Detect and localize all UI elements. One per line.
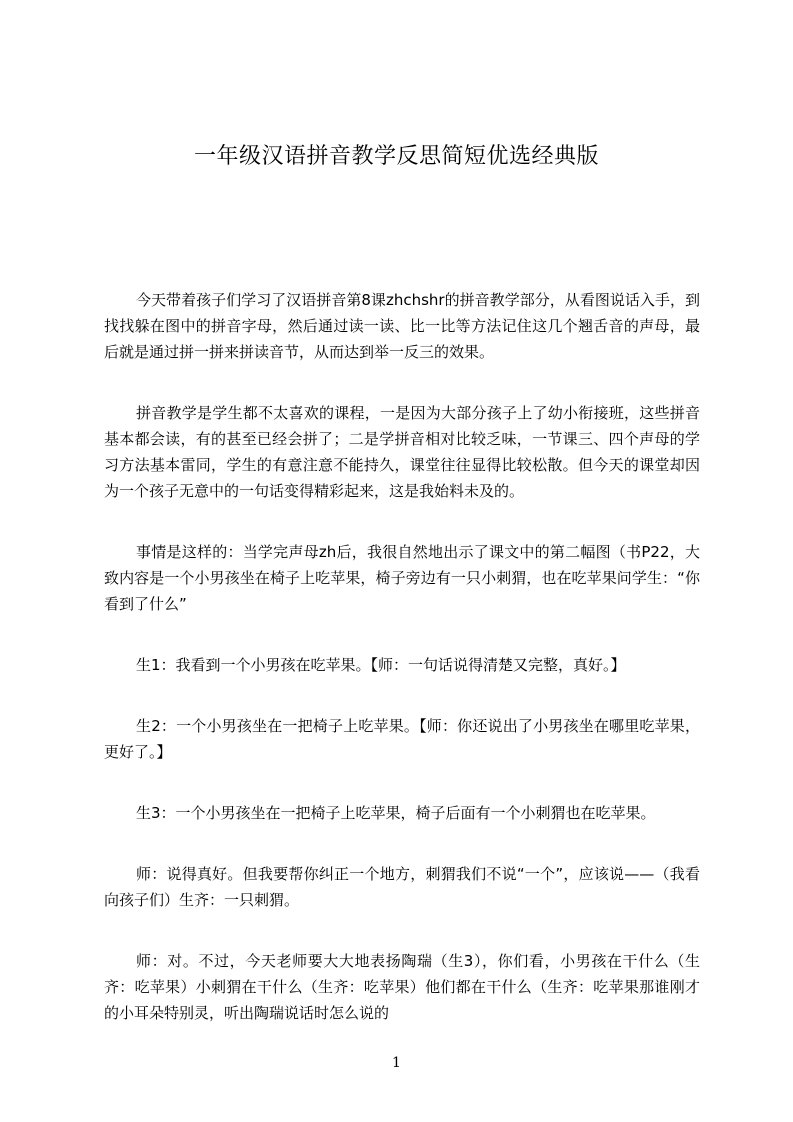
paragraph: 拼音教学是学生都不太喜欢的课程，一是因为大部分孩子上了幼小衔接班，这些拼音基本都会读，有的甚至已经会拼了；二是学拼音相对比较乏味，一节课三、四个声母的学习方法基本雷同，学生的有意注意不能持久，课堂往往显得比较松散。但今天的课堂却因为一个孩子无意中的一句话变得精彩起来，这是我始料未及的。 bbox=[104, 404, 700, 500]
document-body bbox=[104, 287, 700, 1061]
paragraph: 今天带着孩子们学习了汉语拼音第8课zhchshr的拼音教学部分，从看图说话入手，到找找躲在图中的拼音字母，然后通过读一读、比一比等方法记住这几个翘舌音的声母，最后就是通过拼一拼来拼读音节，从而达到举一反三的效果。 bbox=[104, 291, 700, 361]
paragraph: 师：说得真好。但我要帮你纠正一个地方，刺猬我们不说“一个”，应该说——（我看向孩子们）生齐：一只刺猬。 bbox=[104, 865, 700, 909]
paragraph: 师：对。不过，今天老师要大大地表扬陶瑞（生3），你们看，小男孩在干什么（生齐：吃苹果）小刺猬在干什么（生齐：吃苹果）他们都在干什么（生齐：吃苹果那谁刚才的小耳朵特别灵，听出陶瑞说话时怎么说的 bbox=[104, 952, 700, 1022]
paragraph: 生1：我看到一个小男孩在吃苹果。【师：一句话说得清楚又完整，真好。】 bbox=[136, 656, 626, 674]
paragraph: 生3：一个小男孩坐在一把椅子上吃苹果，椅子后面有一个小刺猬也在吃苹果。 bbox=[136, 804, 656, 822]
paragraph: 生2：一个小男孩坐在一把椅子上吃苹果。【师：你还说出了小男孩坐在哪里吃苹果，更好了。】 bbox=[104, 717, 700, 761]
document-title: 一年级汉语拼音教学反思简短优选经典版 bbox=[193, 144, 599, 169]
page-number: 1 bbox=[392, 1055, 401, 1071]
paragraph: 事情是这样的：当学完声母zh后，我很自然地出示了课文中的第二幅图（书P22，大致内容是一个小男孩坐在椅子上吃苹果，椅子旁边有一只小刺猬，也在吃苹果问学生：“你看到了什么” bbox=[104, 543, 700, 613]
